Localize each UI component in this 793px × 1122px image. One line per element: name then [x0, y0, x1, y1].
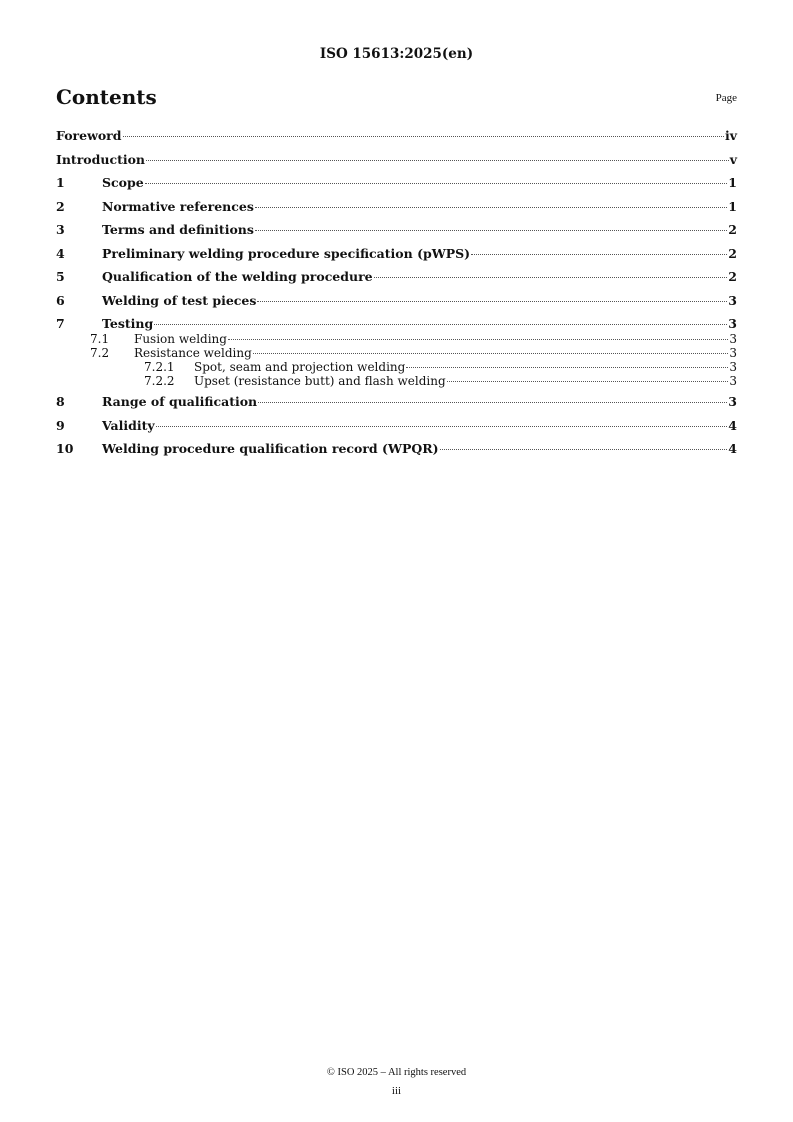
toc-entry-number: 7 [56, 316, 65, 331]
copyright-notice: © ISO 2025 – All rights reserved [326, 1067, 467, 1078]
toc-entry-number: 9 [56, 417, 65, 433]
toc-entry-number: 3 [56, 222, 65, 237]
toc-leader-dots [374, 277, 728, 278]
toc-entry-validity[interactable] [56, 418, 737, 434]
page-column-label: Page [715, 92, 737, 104]
toc-entry-page: 2 [728, 245, 737, 261]
toc-leader-dots [156, 426, 728, 427]
toc-entry-number: 8 [56, 394, 65, 409]
toc-entry-page: 4 [728, 417, 737, 433]
toc-entry-introduction[interactable] [56, 152, 737, 168]
toc-entry-page: 4 [728, 441, 737, 456]
toc-entry-title: Foreword [56, 128, 122, 143]
toc-entry-qualification[interactable] [56, 269, 737, 285]
toc-entry-spot-seam-projection[interactable] [56, 360, 737, 374]
toc-leader-dots [253, 353, 729, 354]
toc-entry-page: 3 [728, 292, 737, 308]
toc-entry-title: Fusion welding [134, 332, 227, 346]
toc-entry-number: 6 [56, 292, 65, 308]
toc-entry-title: Qualification of the welding procedure [102, 269, 373, 284]
toc-entry-number: 4 [56, 245, 65, 261]
toc-leader-dots [146, 160, 729, 161]
toc-leader-dots [406, 367, 728, 368]
toc-entry-range-of-qualification[interactable] [56, 394, 737, 410]
toc-entry-title: Resistance welding [134, 346, 252, 360]
toc-entry-title: Scope [102, 175, 144, 190]
toc-entry-normative-references[interactable] [56, 199, 737, 215]
toc-entry-pwps[interactable] [56, 246, 737, 262]
toc-entry-title: Range of qualification [102, 394, 258, 409]
toc-leader-dots [123, 136, 724, 137]
toc-entry-page: 1 [728, 175, 737, 190]
toc-entry-page: iv [724, 128, 737, 143]
toc-leader-dots [154, 324, 727, 325]
toc-entry-number: 7.2.2 [144, 374, 175, 388]
toc-entry-page: 3 [729, 360, 737, 374]
toc-leader-dots [471, 254, 727, 255]
toc-entry-resistance-welding[interactable] [56, 346, 737, 360]
toc-entry-wpqr[interactable] [56, 441, 737, 457]
toc-entry-number: 5 [56, 269, 65, 284]
toc-entry-upset-flash[interactable] [56, 374, 737, 388]
toc-entry-scope[interactable] [56, 175, 737, 191]
toc-entry-fusion-welding[interactable] [56, 332, 737, 346]
toc-entry-testing[interactable] [56, 316, 737, 332]
toc-entry-number: 7.2 [90, 346, 110, 360]
toc-entry-page: 3 [728, 394, 737, 409]
toc-leader-dots [255, 230, 727, 231]
toc-entry-title: Normative references [102, 198, 254, 214]
table-of-contents [56, 128, 737, 465]
toc-entry-title: Validity [102, 417, 155, 433]
toc-entry-title: Spot, seam and projection welding [194, 360, 406, 374]
toc-entry-page: v [729, 151, 737, 167]
page-number: iii [391, 1085, 402, 1097]
toc-entry-page: 3 [728, 316, 737, 331]
toc-entry-page: 3 [729, 374, 737, 388]
toc-entry-title: Welding of test pieces [102, 292, 257, 308]
toc-entry-title: Preliminary welding procedure specification (pWPS) [102, 245, 471, 261]
toc-entry-number: 2 [56, 198, 65, 214]
toc-leader-dots [145, 183, 728, 184]
toc-leader-dots [257, 301, 727, 302]
toc-entry-page: 2 [728, 269, 737, 284]
toc-entry-number: 7.1 [90, 332, 110, 346]
toc-entry-page: 3 [729, 346, 737, 360]
toc-entry-page: 2 [728, 222, 737, 237]
toc-entry-page: 3 [729, 332, 737, 346]
toc-entry-title: Introduction [56, 151, 146, 167]
toc-entry-terms-and-definitions[interactable] [56, 222, 737, 238]
toc-leader-dots [228, 339, 728, 340]
toc-entry-title: Testing [102, 316, 154, 331]
toc-entry-foreword[interactable] [56, 128, 737, 144]
toc-entry-number: 1 [56, 175, 65, 190]
toc-entry-number: 7.2.1 [144, 360, 175, 374]
toc-entry-title: Upset (resistance butt) and flash welding [194, 374, 446, 388]
toc-leader-dots [440, 449, 728, 450]
toc-leader-dots [255, 207, 727, 208]
toc-entry-title: Welding procedure qualification record (WPQR) [102, 441, 439, 456]
toc-entry-welding-test-pieces[interactable] [56, 293, 737, 309]
toc-entry-title: Terms and definitions [102, 222, 254, 237]
toc-entry-number: 10 [56, 441, 74, 456]
document-header: ISO 15613:2025(en) [319, 46, 474, 62]
contents-heading: Contents [56, 85, 157, 109]
toc-leader-dots [258, 402, 727, 403]
toc-entry-page: 1 [728, 198, 737, 214]
toc-leader-dots [447, 381, 729, 382]
